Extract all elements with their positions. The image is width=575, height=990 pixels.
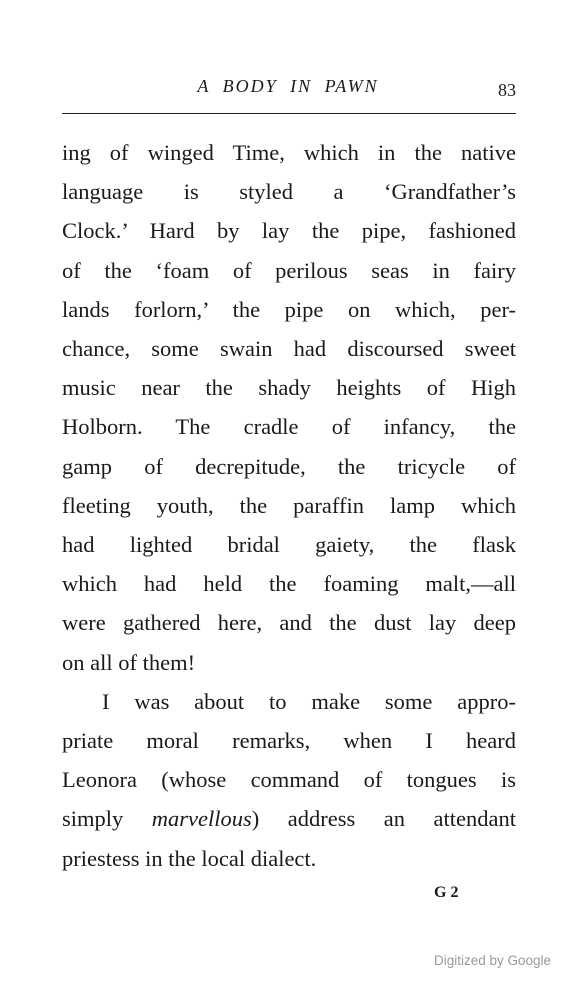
text-line: music near the shady heights of High [62, 375, 516, 401]
text-fragment: simply [62, 806, 152, 832]
text-line: were gathered here, and the dust lay deep [62, 610, 516, 636]
text-line: which had held the foaming malt,—all [62, 571, 516, 597]
running-head [62, 76, 514, 102]
text-fragment: ) address an attendant [251, 806, 516, 832]
text-line: priate moral remarks, when I heard [62, 728, 516, 754]
text-line: fleeting youth, the paraffin lamp which [62, 492, 516, 518]
text-line: had lighted bridal gaiety, the flask [62, 532, 516, 558]
text-line: of the ‘foam of perilous seas in fairy [62, 257, 516, 283]
header-rule [62, 113, 516, 114]
text-line: gamp of decrepitude, the tricycle of [62, 453, 516, 479]
text-line: lands forlorn,’ the pipe on which, per- [62, 296, 516, 322]
running-title: A BODY IN PAWN [197, 76, 379, 96]
paragraph-1 [62, 133, 516, 682]
watermark: Digitized by Google [434, 953, 552, 968]
text-line: Holborn. The cradle of infancy, the [62, 414, 516, 440]
text-line: language is styled a ‘Grandfather’s [62, 179, 516, 205]
text-line: Leonora (whose command of tongues is [62, 767, 516, 793]
text-line [62, 799, 516, 838]
italic-word: marvellous [151, 806, 252, 832]
text-line: Clock.’ Hard by lay the pipe, fashioned [62, 218, 516, 244]
page-number: 83 [498, 80, 516, 100]
text-line: on all of them! [62, 649, 196, 675]
text-line: chance, some swain had discoursed sweet [62, 336, 516, 362]
text-line: ing of winged Time, which in the native [62, 140, 516, 165]
text-line: priestess in the local dialect. [62, 845, 317, 871]
paragraph-2 [62, 682, 516, 878]
body-text [62, 133, 516, 878]
signature-mark: G 2 [434, 884, 459, 901]
text-line: I was about to make some appro- [102, 688, 516, 714]
